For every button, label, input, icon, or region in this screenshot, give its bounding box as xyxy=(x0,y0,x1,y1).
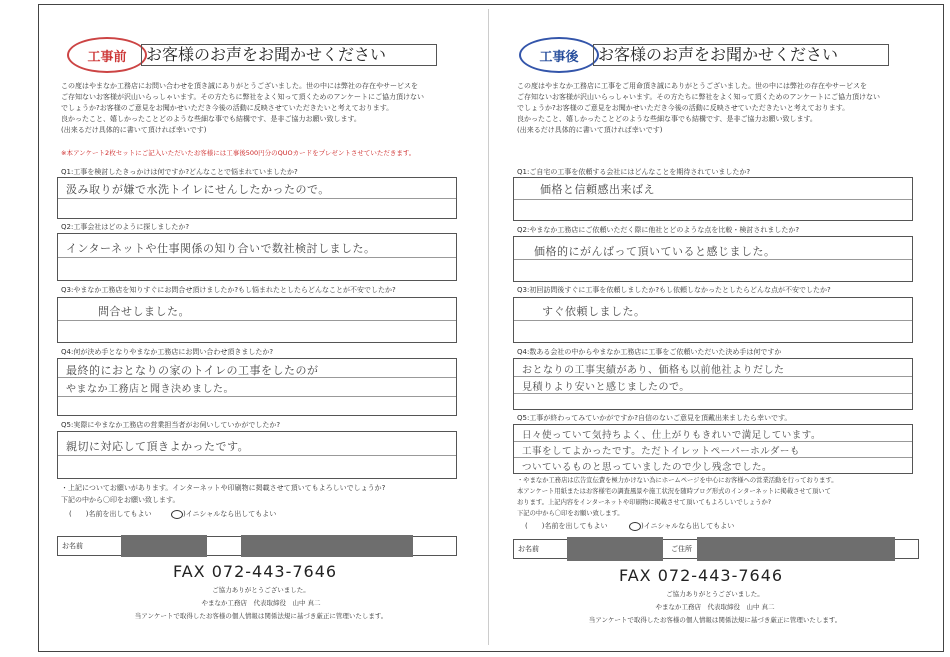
left-thanks: ご協力ありがとうございました。 xyxy=(212,586,310,594)
right-consent3: おります。上記内容をインターネットや印刷物に掲載させて頂いてもよろしいでしょうか? xyxy=(517,499,772,506)
right-option-initial-label: )イニシャルなら出してもよい xyxy=(641,522,735,530)
left-q4: Q4:何が決め手となりやまなか工務店にお問い合わせ頂きましたか? xyxy=(61,348,274,356)
survey-before-sheet xyxy=(43,9,491,645)
left-q3: Q3:やまなか工務店を知りすぐにお問合せ頂けましたか?もし悩まれたとしたらどんなことが不安でしたか? xyxy=(61,286,396,294)
right-a5-line2: 工事をしてよかったです。ただトイレットペーパーホルダーも xyxy=(522,446,800,457)
circle-mark-icon xyxy=(629,522,641,531)
left-a4-line2: やまなか工務店と聞き決めました。 xyxy=(66,384,234,395)
left-q5: Q5:実際にやまなか工務店の営業担当者がお伺いしていかがでしたか? xyxy=(61,421,281,429)
left-title: お客様のお声をお聞かせください xyxy=(141,44,437,66)
survey-after-sheet xyxy=(491,9,939,645)
circle-mark-icon xyxy=(171,510,183,519)
right-q4: Q4:数ある会社の中からやまなか工務店に工事をご依頼いただいた決め手は何ですか xyxy=(517,348,782,356)
right-company: やまなか工務店 代表取締役 山中 真二 xyxy=(655,603,775,611)
right-a5-line3: ついているものと思っていましたので少し残念でした。 xyxy=(522,462,773,473)
document-frame xyxy=(38,4,944,652)
right-q1: Q1:ご自宅の工事を依頼する会社にはどんなことを期待されていましたか? xyxy=(517,168,751,176)
left-q2: Q2:工事会社はどのように探しましたか? xyxy=(61,223,190,231)
address-redaction xyxy=(241,535,413,557)
before-tag: 工事前 xyxy=(67,37,147,73)
right-a4-line2: 見積りより安いと感じましたので。 xyxy=(522,382,690,393)
right-thanks: ご協力ありがとうございました。 xyxy=(666,590,764,598)
left-intro: この度はやまなか工務店にお問い合わせを頂き誠にありがとうございました。世の中には弊社の存在やサービスを ご存知ないお客様が沢山いらっしゃいます。その方たちに弊社をよく知って頂くためのアンケートにご協力頂けない でしょうか?お客様のご意見をお聞かせいただき今後の活動に反映させていただきたいと考えております。 良かったこと、嬉しかったことどのような些細な事でも結構です、是非ご協力お願い致します。 (出来るだけ具体的に書いて頂ければ幸いです) xyxy=(61,82,425,134)
right-a5-line1: 日々使っていて気持ちよく、仕上がりもきれいで満足しています。 xyxy=(522,430,822,441)
after-tag: 工事後 xyxy=(519,37,599,73)
right-a2-box xyxy=(513,236,913,282)
right-a3: すぐ依頼しました。 xyxy=(542,305,646,318)
right-a2: 価格的にがんばって頂いていると感じました。 xyxy=(534,245,776,258)
left-option-name[interactable]: ( )名前を出してもよい xyxy=(69,510,152,518)
right-intro: この度はやまなか工務店に工事をご用命頂き誠にありがとうございました。世の中には弊社の存在やサービスを ご存知ないお客様が沢山いらっしゃいます。その方たちに弊社をよく知って頂くためのアンケートにご協力頂けない でしょうか?お客様のご意見をお聞かせいただき今後の活動に反映させていただきたいと考えております。 良かったこと、嬉しかったことどのような些細な事でも結構です、是非ご協力お願い致します。 (出来るだけ具体的に書いて頂ければ幸いです) xyxy=(517,82,881,134)
left-a1-box xyxy=(57,177,457,219)
left-a1: 汲み取りが嫌で水洗トイレにせんしたかったので。 xyxy=(66,183,330,196)
left-a4-line1: 最終的におとなりの家のトイレの工事をしたのが xyxy=(66,364,319,377)
left-a2-box xyxy=(57,233,457,281)
right-a4-line1: おとなりの工事実績があり、価格も以前他社よりだした xyxy=(522,365,785,376)
left-privacy: 当アンケートで取得したお客様の個人情報は関係法規に基づき厳正に管理いたします。 xyxy=(134,612,388,620)
left-consent1: ・上記についてお願いがあります。インターネットや印刷物に掲載させて頂いてもよろしいでしょうか? xyxy=(61,484,386,492)
left-a5: 親切に対応して頂きよかったです。 xyxy=(66,440,250,453)
left-red-note: ※本アンケート2枚セットにご記入いただいたお客様には工事後500円分のQUOカードをプレゼントさせていただきます。 xyxy=(61,149,416,157)
left-fax: FAX 072-443-7646 xyxy=(173,562,338,581)
right-option-name[interactable]: ( )名前を出してもよい xyxy=(525,522,608,530)
right-a5-box xyxy=(513,424,913,474)
right-q5: Q5:工事が終わってみていかがですか?自信のないご意見を頂戴出来ましたら幸いです。 xyxy=(517,414,792,422)
left-name-label: お名前 xyxy=(62,542,83,550)
left-option-initial-label: )イニシャルなら出してもよい xyxy=(183,510,277,518)
right-address-label: ご住所 xyxy=(671,545,692,553)
right-a1: 価格と信頼感出来ばえ xyxy=(540,183,655,196)
right-consent4: 下記の中から〇印をお願い致します。 xyxy=(517,510,624,517)
left-consent2: 下記の中から〇印をお願い致します。 xyxy=(61,496,180,504)
right-consent1: ・やまなか工務店は広告宣伝費を極力かけない為にホームページを中心にお客様への営業活動を行っております。 xyxy=(517,477,838,484)
name-redaction xyxy=(121,535,207,557)
right-q2: Q2:やまなか工務店にご依頼いただく際に他社とどのような点を比較・検討されましたか? xyxy=(517,226,800,234)
left-option-initial[interactable] xyxy=(171,509,276,520)
left-company: やまなか工務店 代表取締役 山中 真二 xyxy=(201,599,321,607)
right-privacy: 当アンケートで取得したお客様の個人情報は関係法規に基づき厳正に管理いたします。 xyxy=(588,616,842,624)
right-name-label: お名前 xyxy=(518,545,539,553)
right-fax: FAX 072-443-7646 xyxy=(619,566,784,585)
right-title: お客様のお声をお聞かせください xyxy=(593,44,889,66)
right-a4-box xyxy=(513,358,913,410)
left-a2: インターネットや仕事関係の知り合いで数社検討しました。 xyxy=(66,242,376,255)
right-a1-box xyxy=(513,177,913,221)
right-a3-box xyxy=(513,297,913,343)
left-q1: Q1:工事を検討したきっかけは何ですか?どんなことで悩まれていましたか? xyxy=(61,168,298,176)
address-redaction xyxy=(697,537,895,561)
name-redaction xyxy=(567,537,663,561)
left-a3-box xyxy=(57,297,457,343)
right-option-initial[interactable] xyxy=(629,521,734,532)
left-a3: 問合せしました。 xyxy=(98,305,190,318)
right-consent2: 本アンケート用紙またはお客様宅の調査風景や施工状況を随時ブログ形式のインターネットに掲載させて頂いて xyxy=(517,488,831,495)
left-a4-box xyxy=(57,358,457,416)
right-q3: Q3:初回訪問後すぐに工事を依頼しましたか?もし依頼しなかったとしたらどんな点が不安でしたか? xyxy=(517,286,831,294)
left-a5-box xyxy=(57,431,457,479)
